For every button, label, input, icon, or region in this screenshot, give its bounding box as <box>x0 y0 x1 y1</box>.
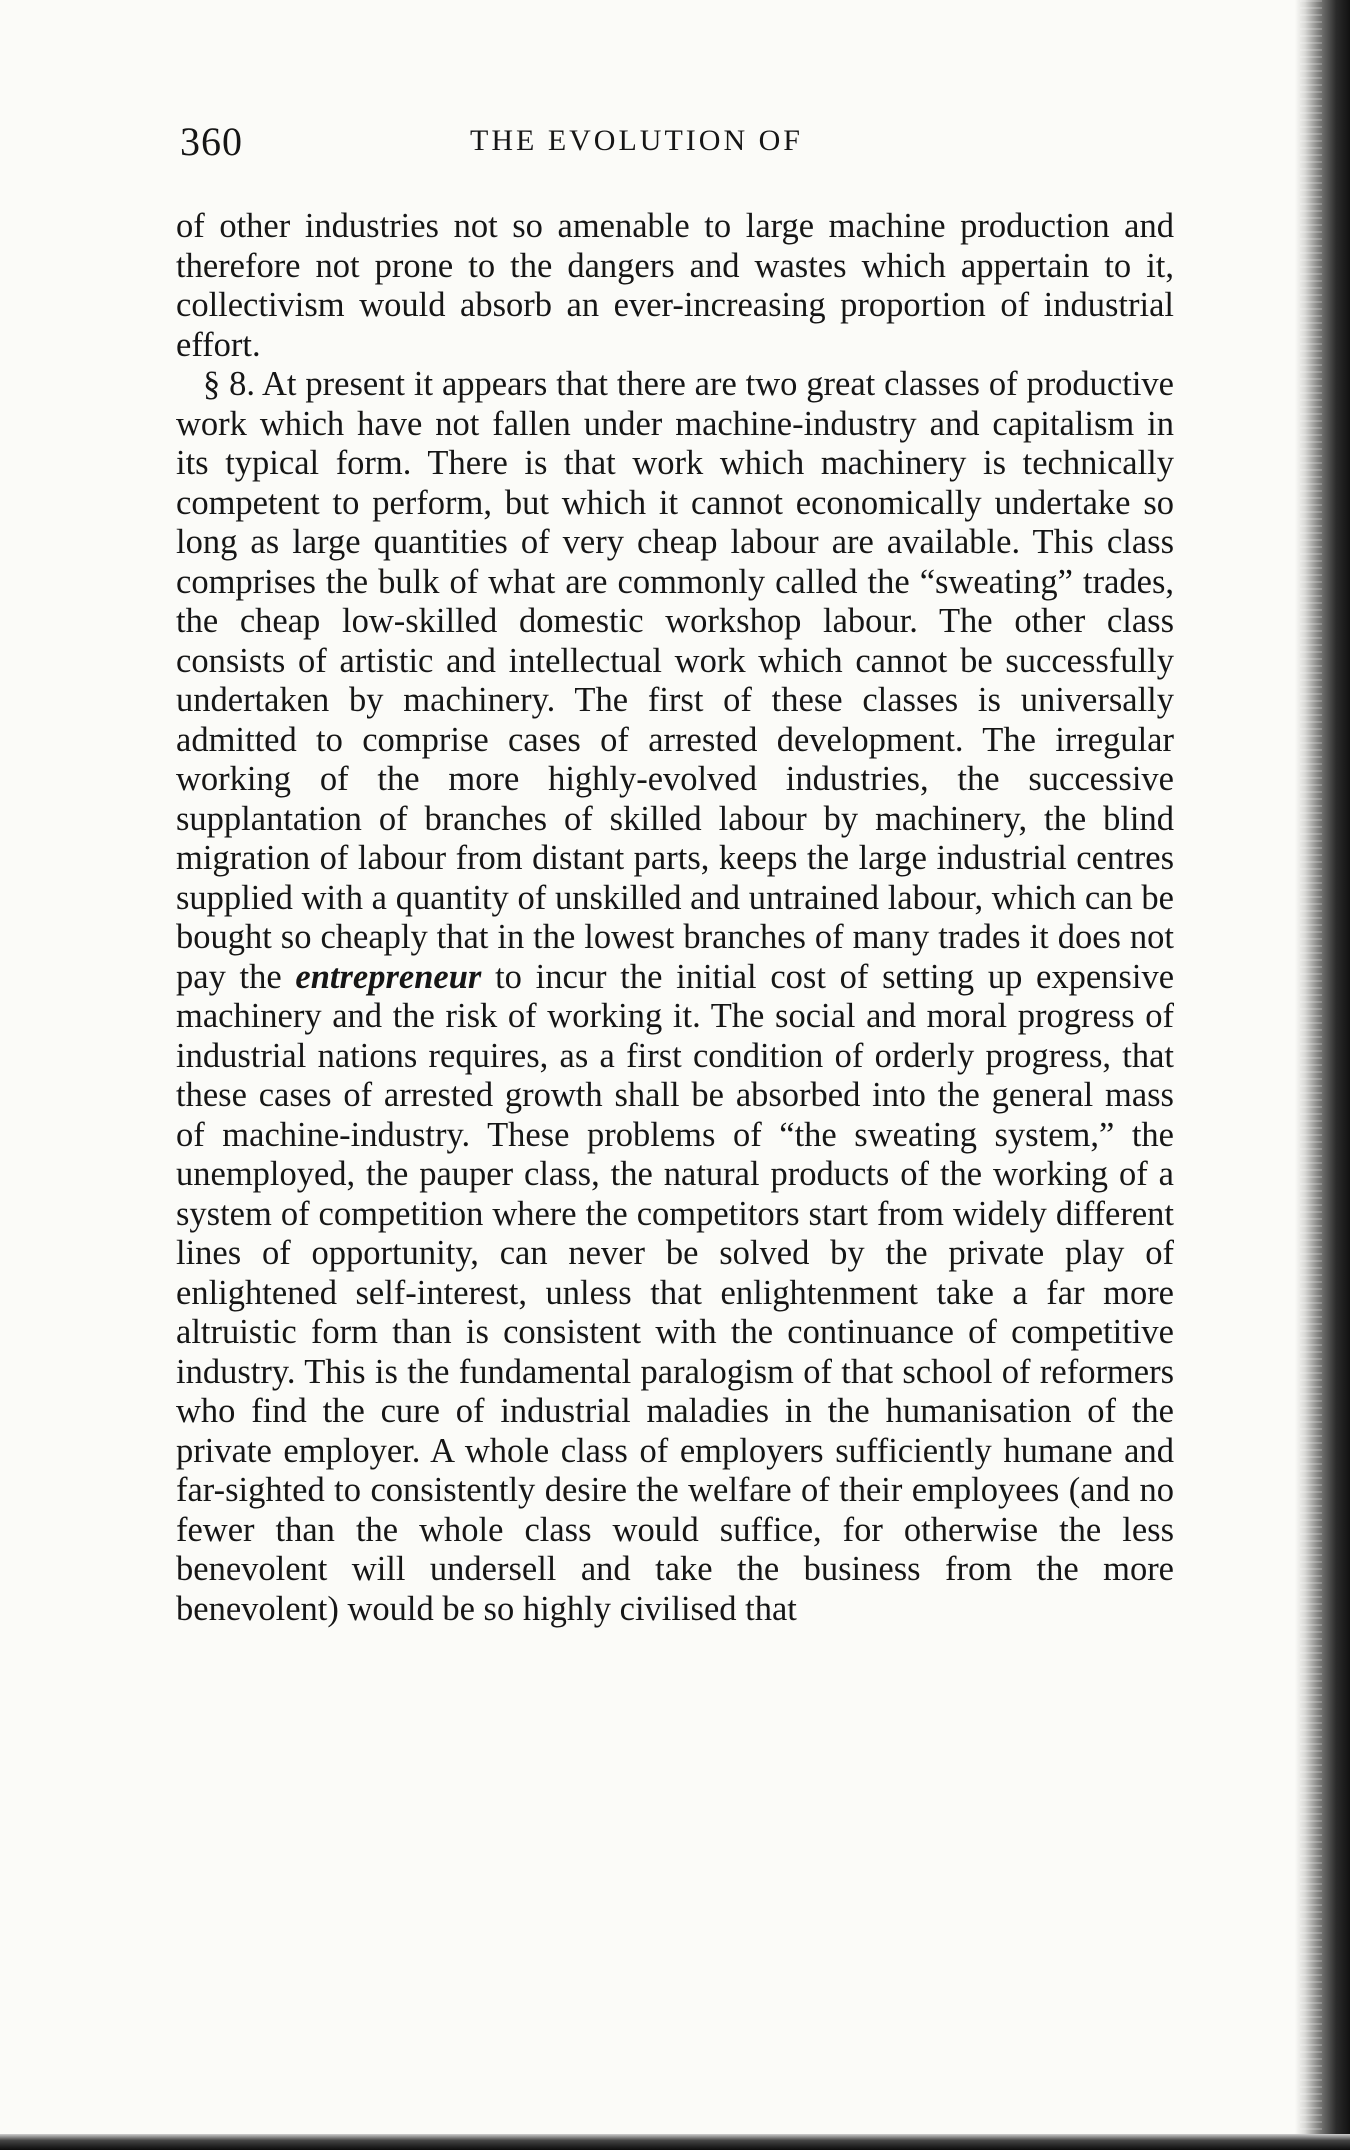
bottom-scan-edge <box>0 2134 1350 2150</box>
binding-edge-texture <box>1300 0 1322 2150</box>
paragraph-text-part-1: At present it appears that there are two great classes of productive work which have not fallen under machine-industry and capitalism in its typical form. There is that work which machinery is technically competent to perform, but which it cannot economically undertake so long as large quantities of very cheap labour are available. This class comprises the bulk of what are commonly called the “sweating” trades, the cheap low-skilled domestic workshop labour. The other class consists of artistic and intellectual work which cannot be successfully undertaken by machinery. The first of these classes is universally admitted to comprise cases of arrested development. The irregular working of the more highly-evolved industries, the successive supplantation of branches of skilled labour by machinery, the blind migration of labour from distant parts, keeps the large industrial centres supplied with a quantity of unskilled and untrained labour, which can be bought so cheaply that in the lowest branches of many trades it does not pay the <box>176 365 1174 996</box>
body-text <box>176 207 1174 1629</box>
paragraph-section-8 <box>176 365 1174 1629</box>
page-number: 360 <box>180 119 243 164</box>
running-head: THE EVOLUTION OF <box>470 124 803 157</box>
paragraph-continued: of other industries not so amenable to large machine production and therefore not prone to the dangers and wastes which appertain to it, collectivism would absorb an ever-increasing proportion of industrial effort. <box>176 207 1174 364</box>
paragraph-text-part-2: to incur the initial cost of setting up expensive machinery and the risk of working it. The social and moral progress of industrial nations requires, as a first condition of orderly progress, that these cases of arrested growth shall be absorbed into the general mass of machine-industry. These problems of “the sweating system,” the unemployed, the pauper class, the natural products of the working of a system of competition where the competitors start from widely different lines of opportunity, can never be solved by the private play of enlightened self-interest, unless that enlightenment take a far more altruistic form than is consistent with the continuance of competitive industry. This is the fundamental paralogism of that school of reformers who find the cure of industrial maladies in the humanisation of the private employer. A whole class of employers sufficiently humane and far-sighted to consistently desire the welfare of their employees (and no fewer than the whole class would suffice, for otherwise the less benevolent will undersell and take the business from the more benevolent) would be so highly civilised that <box>176 957 1175 1628</box>
section-mark: § 8. <box>203 365 256 403</box>
emphasized-term: entrepreneur <box>295 957 482 996</box>
page-header <box>180 118 1180 178</box>
